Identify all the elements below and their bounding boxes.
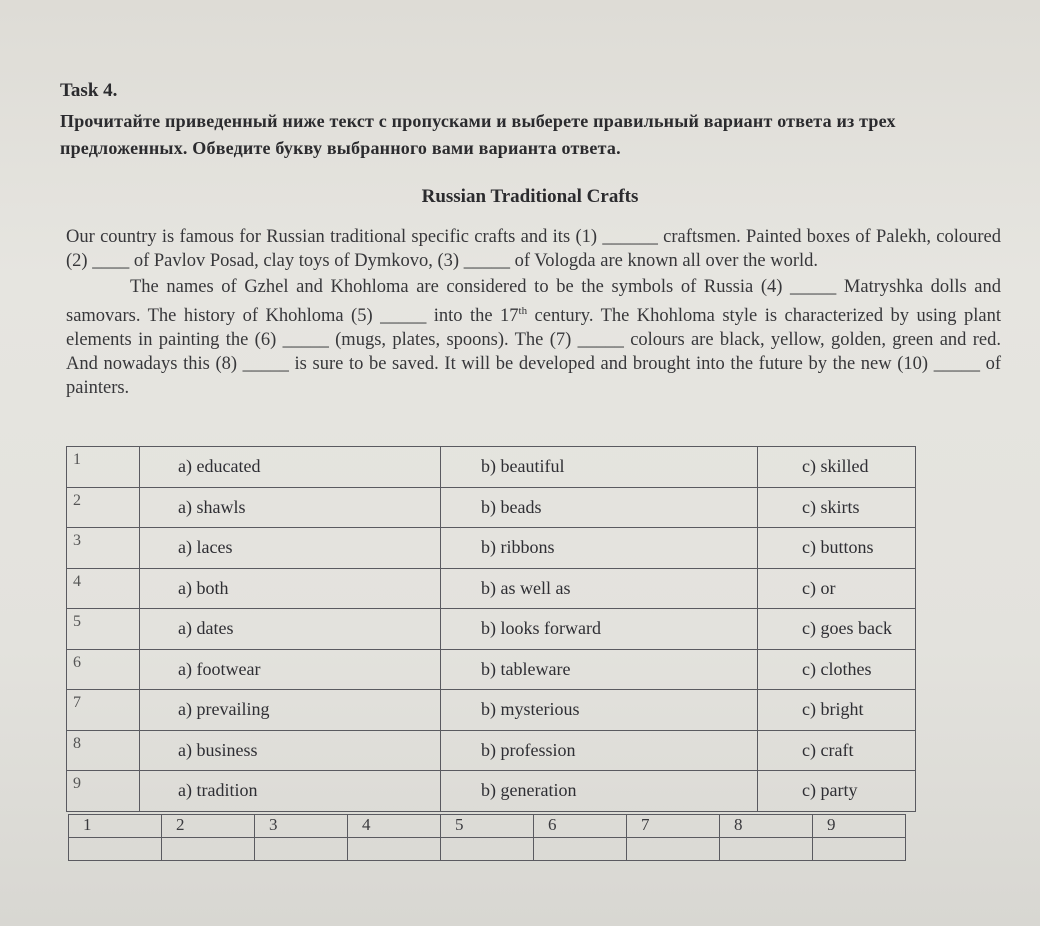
option-c[interactable]: c) buttons bbox=[758, 528, 916, 569]
table-row bbox=[67, 487, 916, 528]
passage-paragraph-2-end: century. The Khohloma style is characterized by using plant elements in painting the (6) _____ (mugs, plates, spoons). The (7) _____ colours are black, yellow, golden, green and red. And nowadays this (8) _____ is sure to be saved. It will be developed and brought into the future by the new (10) _____ of painters. bbox=[66, 306, 1001, 399]
option-c[interactable]: c) or bbox=[758, 568, 916, 609]
option-b[interactable]: b) mysterious bbox=[441, 690, 758, 731]
ordinal-suffix: th bbox=[518, 305, 528, 317]
option-a[interactable]: a) laces bbox=[140, 528, 441, 569]
answer-input-row bbox=[69, 838, 906, 861]
answer-cell[interactable] bbox=[720, 838, 813, 861]
answer-header: 3 bbox=[255, 815, 348, 838]
table-row bbox=[67, 649, 916, 690]
answer-grid bbox=[68, 814, 906, 861]
answer-header: 8 bbox=[720, 815, 813, 838]
answer-cell[interactable] bbox=[813, 838, 906, 861]
option-c[interactable]: c) bright bbox=[758, 690, 916, 731]
answer-cell[interactable] bbox=[441, 838, 534, 861]
answer-cell[interactable] bbox=[162, 838, 255, 861]
answer-header: 1 bbox=[69, 815, 162, 838]
option-a[interactable]: a) footwear bbox=[140, 649, 441, 690]
answer-header: 7 bbox=[627, 815, 720, 838]
answer-header: 6 bbox=[534, 815, 627, 838]
option-c[interactable]: c) skirts bbox=[758, 487, 916, 528]
task-title: Task 4. bbox=[60, 80, 118, 101]
option-b[interactable]: b) generation bbox=[441, 771, 758, 812]
option-a[interactable]: a) educated bbox=[140, 447, 441, 488]
answer-header: 5 bbox=[441, 815, 534, 838]
passage-paragraph-1: Our country is famous for Russian traditional specific crafts and its (1) ______ craftsmen. Painted boxes of Palekh, coloured (2) ____ of Pavlov Posad, clay toys of Dymkovo, (3) _____ of Vologda are known all over the world. bbox=[66, 227, 1001, 271]
passage-paragraph-2-start: The names of Gzhel and Khohloma are considered to be the symbols of Russia (4) _____ Matryshka dolls and samovars. The history of Khohloma (5) _____ into the 17 bbox=[66, 277, 1001, 327]
answer-cell[interactable] bbox=[348, 838, 441, 861]
answer-cell[interactable] bbox=[534, 838, 627, 861]
option-a[interactable]: a) business bbox=[140, 730, 441, 771]
option-b[interactable]: b) looks forward bbox=[441, 609, 758, 650]
answer-cell[interactable] bbox=[627, 838, 720, 861]
text-title: Russian Traditional Crafts bbox=[421, 186, 639, 207]
table-row bbox=[67, 528, 916, 569]
option-number: 4 bbox=[67, 568, 140, 609]
option-number: 9 bbox=[67, 771, 140, 812]
passage-paragraph-2 bbox=[66, 275, 1001, 400]
answer-header-row bbox=[69, 815, 906, 838]
table-row bbox=[67, 690, 916, 731]
option-c[interactable]: c) craft bbox=[758, 730, 916, 771]
option-b[interactable]: b) profession bbox=[441, 730, 758, 771]
options-table bbox=[66, 446, 916, 812]
option-b[interactable]: b) ribbons bbox=[441, 528, 758, 569]
option-a[interactable]: a) prevailing bbox=[140, 690, 441, 731]
option-c[interactable]: c) clothes bbox=[758, 649, 916, 690]
option-number: 6 bbox=[67, 649, 140, 690]
option-a[interactable]: a) dates bbox=[140, 609, 441, 650]
table-row bbox=[67, 568, 916, 609]
option-number: 1 bbox=[67, 447, 140, 488]
table-row bbox=[67, 730, 916, 771]
option-c[interactable]: c) goes back bbox=[758, 609, 916, 650]
answer-cell[interactable] bbox=[255, 838, 348, 861]
option-number: 3 bbox=[67, 528, 140, 569]
option-number: 5 bbox=[67, 609, 140, 650]
task-instruction: Прочитайте приведенный ниже текст с пропусками и выберете правильный вариант ответа из трех предложенных. Обведите букву выбранного вами варианта ответа. bbox=[60, 111, 896, 158]
option-number: 2 bbox=[67, 487, 140, 528]
option-c[interactable]: c) skilled bbox=[758, 447, 916, 488]
option-c[interactable]: c) party bbox=[758, 771, 916, 812]
answer-header: 4 bbox=[348, 815, 441, 838]
option-a[interactable]: a) both bbox=[140, 568, 441, 609]
option-b[interactable]: b) as well as bbox=[441, 568, 758, 609]
table-row bbox=[67, 771, 916, 812]
option-a[interactable]: a) shawls bbox=[140, 487, 441, 528]
option-number: 7 bbox=[67, 690, 140, 731]
table-row bbox=[67, 609, 916, 650]
table-row bbox=[67, 447, 916, 488]
option-number: 8 bbox=[67, 730, 140, 771]
option-a[interactable]: a) tradition bbox=[140, 771, 441, 812]
option-b[interactable]: b) tableware bbox=[441, 649, 758, 690]
option-b[interactable]: b) beautiful bbox=[441, 447, 758, 488]
passage bbox=[66, 225, 1001, 400]
answer-header: 9 bbox=[813, 815, 906, 838]
answer-cell[interactable] bbox=[69, 838, 162, 861]
option-b[interactable]: b) beads bbox=[441, 487, 758, 528]
answer-header: 2 bbox=[162, 815, 255, 838]
